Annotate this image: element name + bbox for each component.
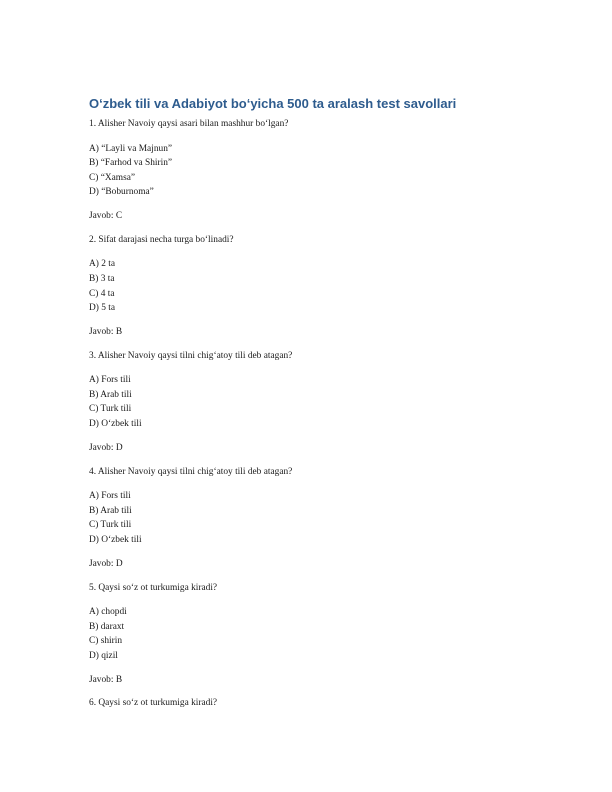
option-d: D) 5 ta [89, 303, 116, 314]
question-text: 4. Alisher Navoiy qaysi tilni chig‘atoy tili deb atagan? [89, 466, 293, 477]
option-d: D) O‘zbek tili [89, 534, 142, 545]
option-b: B) daraxt [89, 621, 125, 632]
document-body [89, 95, 529, 721]
option-d: D) O‘zbek tili [89, 419, 142, 430]
answer-key: Javob: D [89, 443, 123, 454]
answer-options [89, 373, 529, 431]
option-c: C) 4 ta [89, 288, 115, 299]
option-c: C) Turk tili [89, 404, 132, 415]
question-3 [89, 350, 529, 455]
question-5 [89, 582, 529, 687]
option-a: A) Fors tili [89, 375, 131, 386]
question-text: 3. Alisher Navoiy qaysi tilni chig‘atoy tili deb atagan? [89, 350, 293, 361]
question-text: 1. Alisher Navoiy qaysi asari bilan mashhur bo‘lgan? [89, 119, 289, 129]
option-b: B) “Farhod va Shirin” [89, 158, 173, 169]
option-d: D) qizil [89, 650, 118, 661]
option-c: C) shirin [89, 636, 123, 647]
option-c: C) “Xamsa” [89, 172, 136, 183]
answer-key: Javob: B [89, 327, 123, 338]
option-b: B) Arab tili [89, 505, 132, 516]
option-d: D) “Boburnoma” [89, 187, 154, 198]
answer-key: Javob: B [89, 674, 123, 685]
answer-key: Javob: D [89, 559, 123, 569]
question-4 [89, 466, 529, 571]
question-text: 5. Qaysi so‘z ot turkumiga kiradi? [89, 582, 218, 593]
document-title: O‘zbek tili va Adabiyot bo‘yicha 500 ta aralash test savollari [89, 96, 457, 111]
question-2 [89, 234, 529, 339]
option-b: B) 3 ta [89, 273, 115, 284]
option-a: A) “Layli va Majnun” [89, 143, 173, 154]
option-a: A) 2 ta [89, 259, 116, 270]
option-c: C) Turk tili [89, 520, 132, 531]
answer-options [89, 142, 529, 200]
question-text: 6. Qaysi so‘z ot turkumiga kiradi? [89, 698, 218, 709]
answer-options [89, 257, 529, 315]
question-1 [89, 118, 529, 223]
answer-options [89, 489, 529, 547]
option-b: B) Arab tili [89, 389, 132, 400]
option-a: A) chopdi [89, 607, 127, 617]
answer-key: Javob: C [89, 211, 123, 222]
question-text: 2. Sifat darajasi necha turga bo‘linadi? [89, 234, 234, 245]
option-a: A) Fors tili [89, 491, 131, 502]
answer-options [89, 605, 529, 663]
question-6 [89, 697, 529, 710]
